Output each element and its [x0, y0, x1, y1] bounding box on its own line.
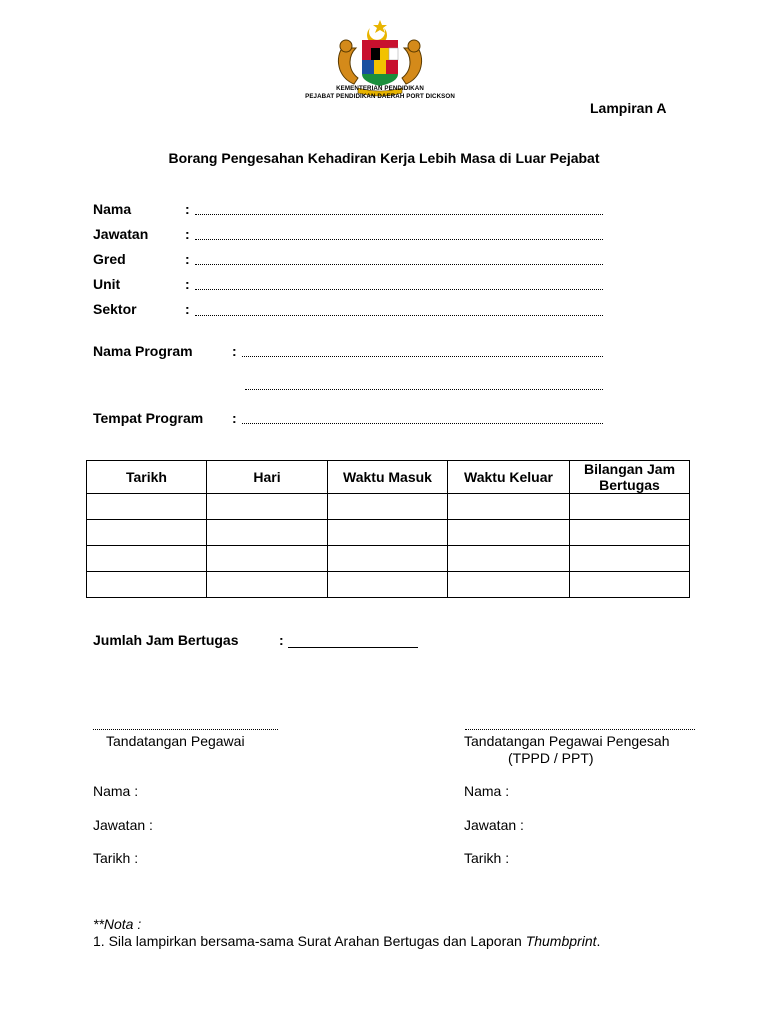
table-cell[interactable] [448, 520, 570, 546]
approver-nama-label: Nama : [464, 783, 510, 799]
officer-signature-title: Tandatangan Pegawai [106, 733, 245, 749]
note-item [93, 933, 600, 949]
unit-input-line[interactable] [195, 289, 603, 290]
table-header-row [87, 461, 690, 494]
field-label-gred: Gred [93, 251, 126, 267]
program-place-input-line[interactable] [242, 423, 603, 424]
table-cell[interactable] [328, 546, 448, 572]
nama-input-line[interactable] [195, 214, 603, 215]
approver-signature-title: Tandatangan Pegawai Pengesah [464, 733, 670, 749]
gred-input-line[interactable] [195, 264, 603, 265]
note-item-text: 1. Sila lampirkan bersama-sama Surat Arahan Bertugas dan Laporan [93, 933, 526, 949]
program-name-input-line[interactable] [242, 356, 603, 357]
note-item-end: . [596, 933, 601, 949]
table-cell[interactable] [207, 572, 328, 598]
field-label-unit: Unit [93, 276, 121, 292]
field-colon: : [232, 410, 237, 426]
attendance-table [86, 460, 690, 598]
table-cell[interactable] [570, 494, 690, 520]
table-cell[interactable] [448, 546, 570, 572]
column-header-bilangan-jam: Bilangan Jam Bertugas [570, 461, 690, 494]
field-label-nama: Nama [93, 201, 132, 217]
form-title: Borang Pengesahan Kehadiran Kerja Lebih Masa di Luar Pejabat [168, 150, 600, 166]
table-cell[interactable] [87, 520, 207, 546]
table-cell[interactable] [328, 572, 448, 598]
approver-jawatan-label: Jawatan : [464, 817, 524, 833]
approver-tarikh-label: Tarikh : [464, 850, 510, 866]
table-cell[interactable] [207, 546, 328, 572]
sektor-input-line[interactable] [195, 315, 603, 316]
attachment-label: Lampiran A [590, 100, 667, 116]
agency-name-line2: PEJABAT PENDIDIKAN DAERAH PORT DICKSON [305, 93, 455, 100]
field-colon: : [232, 343, 237, 359]
program-name-label: Nama Program [93, 343, 193, 359]
agency-name-line1: KEMENTERIAN PENDIDIKAN [336, 85, 424, 92]
officer-tarikh-label: Tarikh : [93, 850, 139, 866]
officer-jawatan-label: Jawatan : [93, 817, 153, 833]
field-colon: : [185, 301, 190, 317]
field-colon: : [279, 632, 284, 648]
column-header-tarikh: Tarikh [87, 461, 207, 494]
table-cell[interactable] [328, 494, 448, 520]
table-cell[interactable] [328, 520, 448, 546]
table-cell[interactable] [207, 494, 328, 520]
program-place-label: Tempat Program [93, 410, 204, 426]
officer-nama-label: Nama : [93, 783, 139, 799]
field-colon: : [185, 251, 190, 267]
table-cell[interactable] [448, 494, 570, 520]
table-cell[interactable] [87, 546, 207, 572]
field-colon: : [185, 201, 190, 217]
total-hours-label: Jumlah Jam Bertugas [93, 632, 239, 648]
approver-signature-subtitle: (TPPD / PPT) [508, 750, 594, 766]
table-cell[interactable] [448, 572, 570, 598]
field-label-jawatan: Jawatan [93, 226, 149, 242]
column-header-waktu-masuk: Waktu Masuk [328, 461, 448, 494]
table-row [87, 520, 690, 546]
jawatan-input-line[interactable] [195, 239, 603, 240]
total-hours-input-line[interactable] [288, 647, 418, 648]
table-cell[interactable] [87, 494, 207, 520]
table-cell[interactable] [570, 546, 690, 572]
table-row [87, 572, 690, 598]
table-cell[interactable] [207, 520, 328, 546]
table-cell[interactable] [570, 572, 690, 598]
column-header-hari: Hari [207, 461, 328, 494]
field-colon: : [185, 226, 190, 242]
column-header-waktu-keluar: Waktu Keluar [448, 461, 570, 494]
note-heading: **Nota : [93, 916, 142, 932]
table-row [87, 494, 690, 520]
approver-signature-line[interactable] [465, 729, 695, 730]
table-cell[interactable] [87, 572, 207, 598]
table-row [87, 546, 690, 572]
table-cell[interactable] [570, 520, 690, 546]
field-colon: : [185, 276, 190, 292]
field-label-sektor: Sektor [93, 301, 137, 317]
note-item-emphasis: Thumbprint [525, 933, 597, 949]
officer-signature-line[interactable] [93, 729, 278, 730]
program-name-input-line-2[interactable] [245, 389, 603, 390]
